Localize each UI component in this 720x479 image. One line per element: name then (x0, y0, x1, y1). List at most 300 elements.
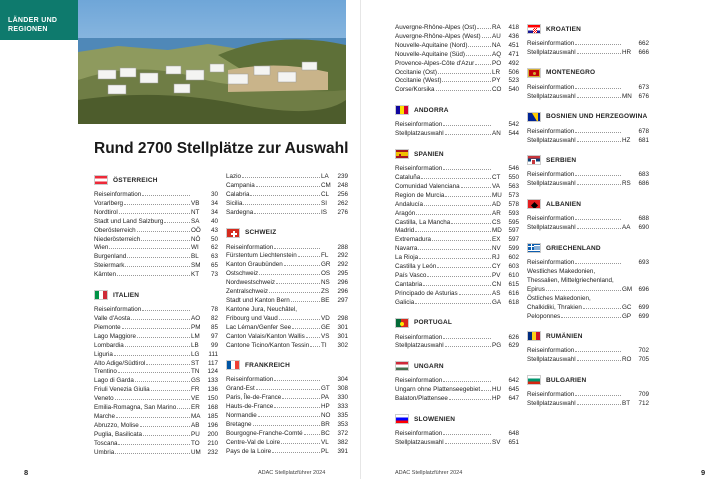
region-code: RA (492, 24, 501, 31)
entry-name: Reiseinformation (527, 259, 575, 267)
toc-entry[interactable] (94, 351, 218, 360)
toc-entry[interactable] (527, 84, 649, 93)
toc-entry[interactable] (226, 421, 348, 430)
dot-leader (242, 177, 320, 178)
entry-name: Liguria (94, 350, 113, 358)
toc-entry[interactable] (94, 431, 218, 440)
page-ref: 82 (210, 314, 218, 322)
country-title: SLOWENIEN (414, 415, 456, 423)
toc-entry[interactable] (527, 49, 649, 58)
page-ref: 97 (210, 332, 218, 340)
flag-ba-icon (527, 112, 541, 122)
page-ref: 248 (337, 181, 348, 189)
toc-entry[interactable] (527, 215, 649, 224)
toc-entry[interactable] (527, 40, 649, 49)
toc-entry[interactable] (226, 252, 348, 261)
country-title: GRIECHENLAND (546, 244, 601, 252)
toc-entry[interactable] (395, 165, 519, 174)
page-ref: 34 (210, 199, 218, 207)
page-ref: 683 (638, 171, 649, 179)
toc-entry[interactable] (395, 174, 519, 183)
toc-entry[interactable] (527, 295, 649, 304)
dot-leader (256, 186, 320, 187)
region-code: GS (191, 377, 201, 385)
entry-name: Stellplatzauswahl (527, 180, 576, 188)
footer-right: ADAC Stellplatzführer 2024 (395, 470, 463, 476)
toc-entry[interactable] (94, 271, 218, 280)
toc-entry[interactable] (395, 263, 519, 272)
page-ref: 615 (508, 280, 519, 288)
entry-name: Toscana (94, 439, 118, 447)
page-ref: 681 (638, 136, 649, 144)
toc-entry[interactable] (94, 200, 218, 209)
toc-entry[interactable] (94, 191, 218, 200)
country-title: ÖSTERREICH (113, 176, 158, 184)
dot-leader (141, 240, 190, 241)
entry-name: Reiseinformation (527, 347, 575, 355)
page-ref: 696 (638, 285, 649, 293)
toc-entry[interactable] (226, 191, 348, 200)
toc-entry[interactable] (94, 236, 218, 245)
country-heading (527, 22, 649, 36)
region-code: HP (321, 403, 330, 411)
page-ref: 699 (638, 312, 649, 320)
dot-leader (445, 346, 491, 347)
toc-entry[interactable] (94, 218, 218, 227)
toc-entry[interactable] (226, 394, 348, 403)
toc-entry[interactable] (527, 277, 649, 286)
region-code: LB (191, 341, 199, 349)
entry-name: Castilla y León (395, 263, 437, 271)
toc-entry[interactable] (395, 254, 519, 263)
country-title: SPANIEN (414, 150, 444, 158)
toc-entry[interactable] (226, 342, 348, 351)
entry-name: Reiseinformation (527, 391, 575, 399)
entry-name: Comunidad Valenciana (395, 182, 460, 190)
dot-leader (292, 328, 320, 329)
dot-leader (415, 303, 491, 304)
country-heading (226, 226, 348, 240)
toc-entry[interactable] (226, 279, 348, 288)
region-code: AR (492, 209, 501, 217)
toc-entry[interactable] (395, 430, 519, 439)
toc-entry[interactable] (395, 69, 519, 78)
toc-entry[interactable] (395, 77, 519, 86)
region-code: NÖ (191, 235, 201, 243)
toc-entry[interactable] (395, 377, 519, 386)
entry-name: Auvergne-Rhône-Alpes (Ost) (395, 24, 477, 31)
country-heading (527, 241, 649, 255)
toc-entry[interactable] (94, 360, 218, 369)
dot-leader (424, 205, 491, 206)
region-code: AO (191, 314, 201, 322)
toc-entry[interactable] (94, 262, 218, 271)
page-number-left: 8 (24, 468, 29, 477)
toc-entry[interactable] (527, 286, 649, 295)
page-ref: 296 (337, 288, 348, 296)
flag-si-icon (395, 414, 409, 424)
entry-name: Kantone Jura, Neuchâtel, (226, 305, 298, 313)
section-gap (527, 233, 649, 241)
entry-name: Stellplatzauswahl (527, 224, 576, 232)
dot-leader (146, 364, 190, 365)
dot-leader (115, 453, 190, 454)
toc-entry[interactable] (395, 192, 519, 201)
toc-entry[interactable] (94, 449, 218, 458)
toc-entry[interactable] (395, 227, 519, 236)
toc-entry[interactable] (395, 245, 519, 254)
toc-entry[interactable] (94, 253, 218, 262)
entry-name: Cantabria (395, 280, 423, 288)
section-gap (395, 404, 519, 412)
toc-entry[interactable] (94, 413, 218, 422)
page-ref: 523 (508, 77, 519, 85)
toc-entry[interactable] (527, 224, 649, 233)
entry-name: Reiseinformation (94, 191, 142, 198)
region-code: CO (492, 86, 502, 94)
toc-entry[interactable] (94, 333, 218, 342)
toc-entry[interactable] (527, 347, 649, 356)
toc-entry[interactable] (527, 171, 649, 180)
entry-name: Peloponnes (527, 312, 561, 320)
region-code: ZS (321, 288, 330, 296)
toc-entry[interactable] (527, 400, 649, 409)
page-ref: 563 (508, 182, 519, 190)
dot-leader (575, 132, 621, 133)
toc-column-3 (395, 24, 519, 448)
toc-entry[interactable] (94, 244, 218, 253)
page-ref: 686 (638, 180, 649, 188)
region-code: IS (321, 208, 327, 216)
page-ref: 676 (638, 92, 649, 100)
dot-leader (306, 337, 320, 338)
entry-name: Nordwestschweiz (226, 279, 275, 287)
flag-al-icon (527, 199, 541, 209)
region-code: CN (492, 280, 502, 288)
toc-entry[interactable] (527, 391, 649, 400)
entry-name: Östliches Makedonien, (527, 294, 591, 302)
dot-leader (256, 389, 320, 390)
toc-entry[interactable] (395, 33, 519, 42)
region-code: TO (191, 439, 200, 447)
page-ref: 30 (210, 191, 218, 198)
toc-entry[interactable] (226, 385, 348, 394)
page-ref: 43 (210, 226, 218, 234)
dot-leader (445, 134, 491, 135)
country-title: RUMÄNIEN (546, 332, 583, 340)
region-code: PL (321, 447, 329, 455)
entry-name: Aragón (395, 209, 416, 217)
toc-entry[interactable] (94, 342, 218, 351)
page-ref: 382 (337, 438, 348, 446)
toc-entry[interactable] (395, 60, 519, 69)
toc-entry[interactable] (226, 439, 348, 448)
region-code: TI (321, 341, 327, 349)
toc-entry[interactable] (226, 173, 348, 182)
right-page (360, 0, 720, 479)
page-ref: 599 (508, 245, 519, 253)
page-ref: 678 (638, 127, 649, 135)
entry-name: Stellplatzauswahl (527, 92, 576, 100)
entry-name: Centre-Val de Loire (226, 438, 281, 446)
dot-leader (142, 195, 190, 196)
dot-leader (137, 337, 190, 338)
flag-hu-icon (395, 361, 409, 371)
toc-entry[interactable] (226, 403, 348, 412)
toc-entry[interactable] (395, 121, 519, 130)
page-ref: 699 (638, 303, 649, 311)
region-code: VL (321, 438, 329, 446)
toc-entry[interactable] (395, 272, 519, 281)
toc-entry[interactable] (226, 376, 348, 385)
toc-entry[interactable] (226, 200, 348, 209)
entry-name: Sardegna (226, 208, 254, 216)
toc-entry[interactable] (94, 324, 218, 333)
page-ref: 647 (508, 395, 519, 403)
entry-name: Stellplatzauswahl (395, 130, 444, 138)
page-ref: 648 (508, 430, 519, 438)
dot-leader (443, 338, 491, 339)
tab-label-line-1: LÄNDER UND (8, 17, 58, 24)
toc-entry[interactable] (395, 42, 519, 51)
entry-name: Puglia, Basilicata (94, 430, 142, 438)
flag-bg-icon (527, 375, 541, 385)
toc-entry[interactable] (226, 244, 348, 253)
country-heading (527, 329, 649, 343)
page-ref: 595 (508, 218, 519, 226)
dot-leader (546, 290, 621, 291)
section-gap (395, 308, 519, 316)
region-code: GP (622, 312, 632, 320)
dot-leader (419, 258, 491, 259)
page-ref: 210 (207, 439, 218, 447)
page-ref: 372 (337, 429, 348, 437)
toc-entry[interactable] (226, 412, 348, 421)
toc-entry[interactable] (94, 440, 218, 449)
dot-leader (253, 425, 320, 426)
region-code: HU (492, 386, 502, 394)
toc-entry[interactable] (395, 386, 519, 395)
dot-leader (445, 443, 491, 444)
dot-leader (482, 37, 491, 38)
dot-leader (140, 426, 190, 427)
page-ref: 618 (508, 298, 519, 306)
entry-name: Lac Léman/Genfer See (226, 323, 292, 331)
dot-leader (583, 308, 621, 309)
region-code: KT (191, 271, 200, 279)
dot-leader (117, 275, 190, 276)
toc-entry[interactable] (226, 333, 348, 342)
dot-leader (466, 55, 491, 56)
dot-leader (284, 265, 320, 266)
page-ref: 304 (337, 376, 348, 384)
toc-entry[interactable] (527, 356, 649, 365)
dot-leader (416, 214, 491, 215)
toc-entry[interactable] (527, 259, 649, 268)
dot-leader (125, 346, 190, 347)
toc-entry[interactable] (226, 261, 348, 270)
page-ref: 50 (210, 235, 218, 243)
entry-name: Navarra (395, 245, 418, 253)
section-gap (395, 139, 519, 147)
toc-entry[interactable] (395, 290, 519, 299)
region-code: LM (191, 332, 200, 340)
toc-entry[interactable] (395, 201, 519, 210)
region-code: NV (492, 245, 501, 253)
toc-entry[interactable] (527, 128, 649, 137)
toc-entry[interactable] (395, 219, 519, 228)
region-code: AS (492, 289, 501, 297)
toc-entry[interactable] (94, 395, 218, 404)
region-code: AU (492, 32, 501, 40)
toc-entry[interactable] (94, 422, 218, 431)
dot-leader (118, 444, 190, 445)
page-ref: 550 (508, 173, 519, 181)
toc-entry[interactable] (395, 342, 519, 351)
page-ref: 662 (638, 40, 649, 47)
entry-name: Campania (226, 181, 255, 189)
dot-leader (298, 256, 320, 257)
page-ref: 256 (337, 190, 348, 198)
section-gap (226, 218, 348, 226)
toc-entry[interactable] (226, 306, 348, 315)
toc-entry[interactable] (94, 377, 218, 386)
region-code: ST (191, 359, 200, 367)
toc-entry[interactable] (226, 288, 348, 297)
page-ref: 616 (508, 289, 519, 297)
region-code: MN (622, 92, 632, 100)
toc-entry[interactable] (527, 304, 649, 313)
page-ref: 626 (508, 333, 519, 341)
toc-entry[interactable] (395, 334, 519, 343)
region-code: FR (191, 386, 200, 394)
section-gap (94, 280, 218, 288)
dot-leader (477, 28, 491, 29)
region-code: BE (321, 296, 330, 304)
flag-gr-icon (527, 243, 541, 253)
entry-name: Cataluña (395, 173, 421, 181)
toc-entry[interactable] (527, 268, 649, 277)
entry-name: Reiseinformation (226, 243, 274, 251)
page-ref: 451 (508, 41, 519, 49)
toc-entry[interactable] (395, 439, 519, 448)
toc-entry[interactable] (94, 404, 218, 413)
toc-entry[interactable] (527, 180, 649, 189)
dot-leader (243, 204, 320, 205)
toc-entry[interactable] (226, 182, 348, 191)
toc-entry[interactable] (94, 209, 218, 218)
region-code: GR (321, 261, 331, 269)
toc-entry[interactable] (395, 236, 519, 245)
country-heading (527, 153, 649, 167)
toc-entry[interactable] (395, 51, 519, 60)
toc-entry[interactable] (395, 395, 519, 404)
entry-name: Madrid (395, 227, 415, 235)
dot-leader (114, 355, 190, 356)
entry-name: Zentralschweiz (226, 288, 268, 296)
entry-name: Stadt und Land Salzburg (94, 217, 164, 225)
page-ref: 335 (337, 412, 348, 420)
toc-entry[interactable] (395, 130, 519, 139)
toc-entry[interactable] (226, 448, 348, 457)
entry-name: Reiseinformation (527, 171, 575, 179)
toc-column-4 (527, 22, 649, 409)
entry-name: Balaton/Plattensee (395, 395, 448, 403)
page-ref: 673 (638, 83, 649, 91)
dot-leader (115, 399, 190, 400)
region-code: GT (321, 385, 330, 393)
entry-name: Kanton Graubünden (226, 261, 283, 269)
toc-entry[interactable] (226, 270, 348, 279)
toc-entry[interactable] (395, 86, 519, 95)
toc-entry[interactable] (395, 299, 519, 308)
toc-entry[interactable] (94, 386, 218, 395)
region-code: LA (321, 173, 329, 180)
country-title: MONTENEGRO (546, 69, 596, 77)
toc-entry[interactable] (527, 137, 649, 146)
region-code: UM (191, 448, 201, 456)
page-ref: 62 (210, 244, 218, 252)
page-ref: 292 (337, 252, 348, 260)
page-ref: 492 (508, 59, 519, 67)
entry-name: Nouvelle-Aquitaine (Süd) (395, 50, 466, 58)
entry-name: Marche (94, 412, 115, 420)
toc-column-2 (226, 173, 348, 457)
toc-entry[interactable] (226, 209, 348, 218)
toc-entry[interactable] (395, 183, 519, 192)
dot-leader (577, 141, 621, 142)
region-code: OS (321, 270, 331, 278)
page-ref: 308 (337, 385, 348, 393)
country-heading (395, 412, 519, 426)
entry-name: Normandie (226, 412, 257, 420)
page-ref: 544 (508, 130, 519, 138)
region-code: VE (191, 395, 200, 403)
toc-entry[interactable] (527, 93, 649, 102)
dot-leader (432, 240, 491, 241)
entry-name: La Rioja (395, 254, 419, 262)
region-code: BC (321, 429, 330, 437)
page-ref: 690 (638, 224, 649, 232)
entry-name: Kärnten (94, 271, 117, 279)
region-code: SV (492, 439, 501, 446)
country-heading (94, 173, 218, 187)
toc-entry[interactable] (226, 315, 348, 324)
toc-entry[interactable] (395, 281, 519, 290)
toc-entry[interactable] (226, 324, 348, 333)
country-title: PORTUGAL (414, 319, 453, 327)
toc-entry[interactable] (395, 210, 519, 219)
toc-entry[interactable] (395, 24, 519, 33)
toc-entry[interactable] (94, 306, 218, 315)
country-title: SCHWEIZ (245, 229, 277, 237)
toc-entry[interactable] (226, 430, 348, 439)
toc-entry[interactable] (94, 315, 218, 324)
entry-name: Chalkidiki, Thrakien (527, 303, 582, 311)
flag-es-icon (395, 149, 409, 159)
entry-name: Lazio (226, 173, 242, 180)
toc-entry[interactable] (527, 313, 649, 322)
toc-entry[interactable] (94, 227, 218, 236)
region-code: RS (622, 180, 631, 188)
toc-entry[interactable] (226, 297, 348, 306)
region-code: PY (492, 77, 501, 85)
toc-entry[interactable] (94, 368, 218, 377)
region-code: CL (321, 190, 330, 198)
flag-fr-icon (226, 360, 240, 370)
entry-name: Friuli Venezia Giulia (94, 386, 150, 394)
page-ref: 276 (337, 208, 348, 216)
